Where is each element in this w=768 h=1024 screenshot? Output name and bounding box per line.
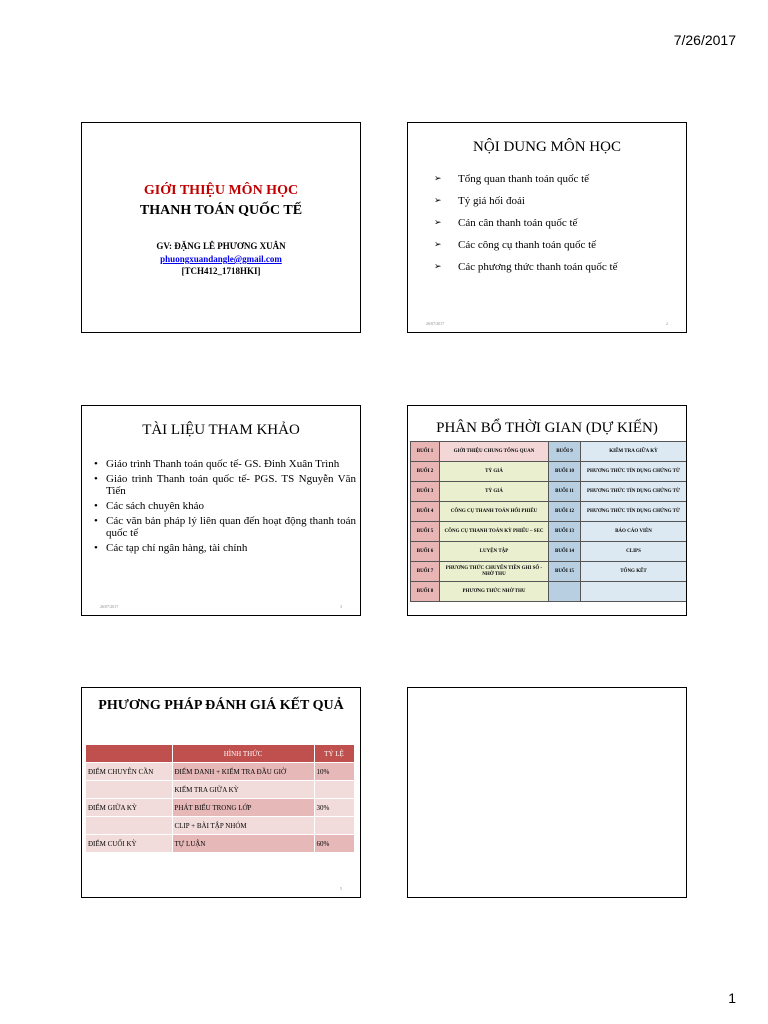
list-item: • Các văn bản pháp lý liên quan đến hoạt động thanh toán quốc tế [94,515,356,539]
list-item: • Giáo trình Thanh toán quốc tế- GS. Đinh Xuân Trình [94,458,340,470]
topic-left: TỶ GIÁ [440,462,549,482]
topic-right: PHƯƠNG THỨC TÍN DỤNG CHỨNG TỪ [581,502,687,522]
session-left: BUỔI 5 [411,522,440,542]
topic-left: GIỚI THIỆU CHUNG TỔNG QUAN [440,442,549,462]
list-item: ➢ Các phương thức thanh toán quốc tế [434,261,618,273]
slide-references [81,405,361,616]
bullet-dot-icon: • [94,515,98,527]
criterion-form: TỰ LUẬN [172,835,314,853]
slide-footer-number: 3 [340,604,342,609]
criterion-label [86,817,172,835]
list-item: ➢ Tổng quan thanh toán quốc tế [434,173,590,185]
table-row [411,542,687,562]
table-row [411,502,687,522]
page-number: 1 [728,990,736,1006]
arrow-bullet-icon: ➢ [434,261,442,271]
session-right: BUỔI 9 [549,442,581,462]
criterion-rate [314,781,354,799]
topic-left: PHƯƠNG THỨC NHỜ THU [440,582,549,602]
criterion-rate: 30% [314,799,354,817]
topic-right: CLIPS [581,542,687,562]
list-item: • Các tạp chí ngân hàng, tài chính [94,542,248,554]
page-date: 7/26/2017 [673,32,736,48]
slide-content [407,122,687,333]
topic-right: KIỂM TRA GIỮA KỲ [581,442,687,462]
topic-left: LUYỆN TẬP [440,542,549,562]
slide-evaluation [81,687,361,898]
criterion-rate: 10% [314,763,354,781]
slide-content-title: NỘI DUNG MÔN HỌC [473,139,621,155]
bullet-dot-icon: • [94,458,98,470]
slide-footer-number: 2 [666,321,668,326]
slide-schedule [407,405,687,616]
slide-blank [407,687,687,898]
table-row [411,482,687,502]
table-row [86,763,354,781]
session-right: BUỔI 10 [549,462,581,482]
table-row [411,522,687,542]
session-right: BUỔI 13 [549,522,581,542]
session-right: BUỔI 14 [549,542,581,562]
topic-right: PHƯƠNG THỨC TÍN DỤNG CHỨNG TỪ [581,482,687,502]
criterion-form: PHÁT BIỂU TRONG LỚP [172,799,314,817]
table-row [411,442,687,462]
topic-right: PHƯƠNG THỨC TÍN DỤNG CHỨNG TỪ [581,462,687,482]
topic-left: CÔNG CỤ THANH TOÁN HỐI PHIẾU [440,502,549,522]
schedule-table [410,441,687,602]
lecturer-name: GV: ĐẶNG LÊ PHƯƠNG XUÂN [156,241,286,251]
list-item: ➢ Tỷ giá hối đoái [434,195,525,207]
session-right: BUỔI 11 [549,482,581,502]
session-left: BUỔI 8 [411,582,440,602]
session-left: BUỔI 3 [411,482,440,502]
criterion-label: ĐIỂM CUỐI KỲ [86,835,172,853]
arrow-bullet-icon: ➢ [434,195,442,205]
topic-left: PHƯƠNG THỨC CHUYỂN TIỀN GHI SỔ - NHỜ THU [440,562,549,582]
slide-intro-subtitle: THANH TOÁN QUỐC TẾ [139,203,303,218]
topic-left: TỶ GIÁ [440,482,549,502]
session-left: BUỔI 7 [411,562,440,582]
session-right: BUỔI 12 [549,502,581,522]
list-item: • Các sách chuyên khảo [94,500,205,512]
criterion-rate: 60% [314,835,354,853]
session-right [549,582,581,602]
slide-evaluation-title: PHƯƠNG PHÁP ĐÁNH GIÁ KẾT QUẢ [98,698,344,713]
list-item: ➢ Cán cân thanh toán quốc tế [434,217,578,229]
criterion-form: KIỂM TRA GIỮA KỲ [172,781,314,799]
bullet-dot-icon: • [94,473,98,485]
table-row [86,781,354,799]
session-left: BUỔI 2 [411,462,440,482]
table-row [411,562,687,582]
list-item: • Giáo trình Thanh toán quốc tế- PGS. TS Nguyễn Văn Tiến [94,473,356,497]
criterion-label: ĐIỂM CHUYÊN CẦN [86,763,172,781]
arrow-bullet-icon: ➢ [434,217,442,227]
table-row [411,582,687,602]
list-item: ➢ Các công cụ thanh toán quốc tế [434,239,597,251]
arrow-bullet-icon: ➢ [434,173,442,183]
references-list [92,458,356,557]
bullet-dot-icon: • [94,542,98,554]
criterion-rate [314,817,354,835]
table-header-row [86,745,354,763]
topic-left: CÔNG CỤ THANH TOÁN KỲ PHIẾU – SEC [440,522,549,542]
topic-right: BÁO CÁO VIÊN [581,522,687,542]
slide-footer-date: 26/07/2017 [100,604,119,609]
topic-right [581,582,687,602]
bullet-dot-icon: • [94,500,98,512]
header-cell [86,745,172,763]
criterion-form: ĐIỂM DANH + KIỂM TRA ĐẦU GIỜ [172,763,314,781]
content-list [434,173,676,283]
course-code: [TCH412_1718HKI] [181,266,261,276]
header-cell: TỶ LỆ [314,745,354,763]
table-row [86,799,354,817]
header-cell: HÌNH THỨC [172,745,314,763]
session-left: BUỔI 6 [411,542,440,562]
slide-schedule-title: PHÂN BỔ THỜI GIAN (DỰ KIẾN) [436,420,658,436]
slide-footer-number: 5 [340,886,342,891]
session-left: BUỔI 4 [411,502,440,522]
arrow-bullet-icon: ➢ [434,239,442,249]
session-right: BUỔI 15 [549,562,581,582]
criterion-label: ĐIỂM GIỮA KỲ [86,799,172,817]
evaluation-table [86,745,355,853]
criterion-form: CLIP + BÀI TẬP NHÓM [172,817,314,835]
criterion-label [86,781,172,799]
slide-references-title: TÀI LIỆU THAM KHẢO [142,422,300,438]
table-row [411,462,687,482]
session-left: BUỔI 1 [411,442,440,462]
topic-right: TỔNG KẾT [581,562,687,582]
slide-intro [81,122,361,333]
lecturer-email-link[interactable]: phuongxuandangle@gmail.com [160,254,282,264]
table-row [86,835,354,853]
slide-intro-title: GIỚI THIỆU MÔN HỌC [143,183,299,198]
slide-footer-date: 26/07/2017 [426,321,445,326]
table-row [86,817,354,835]
